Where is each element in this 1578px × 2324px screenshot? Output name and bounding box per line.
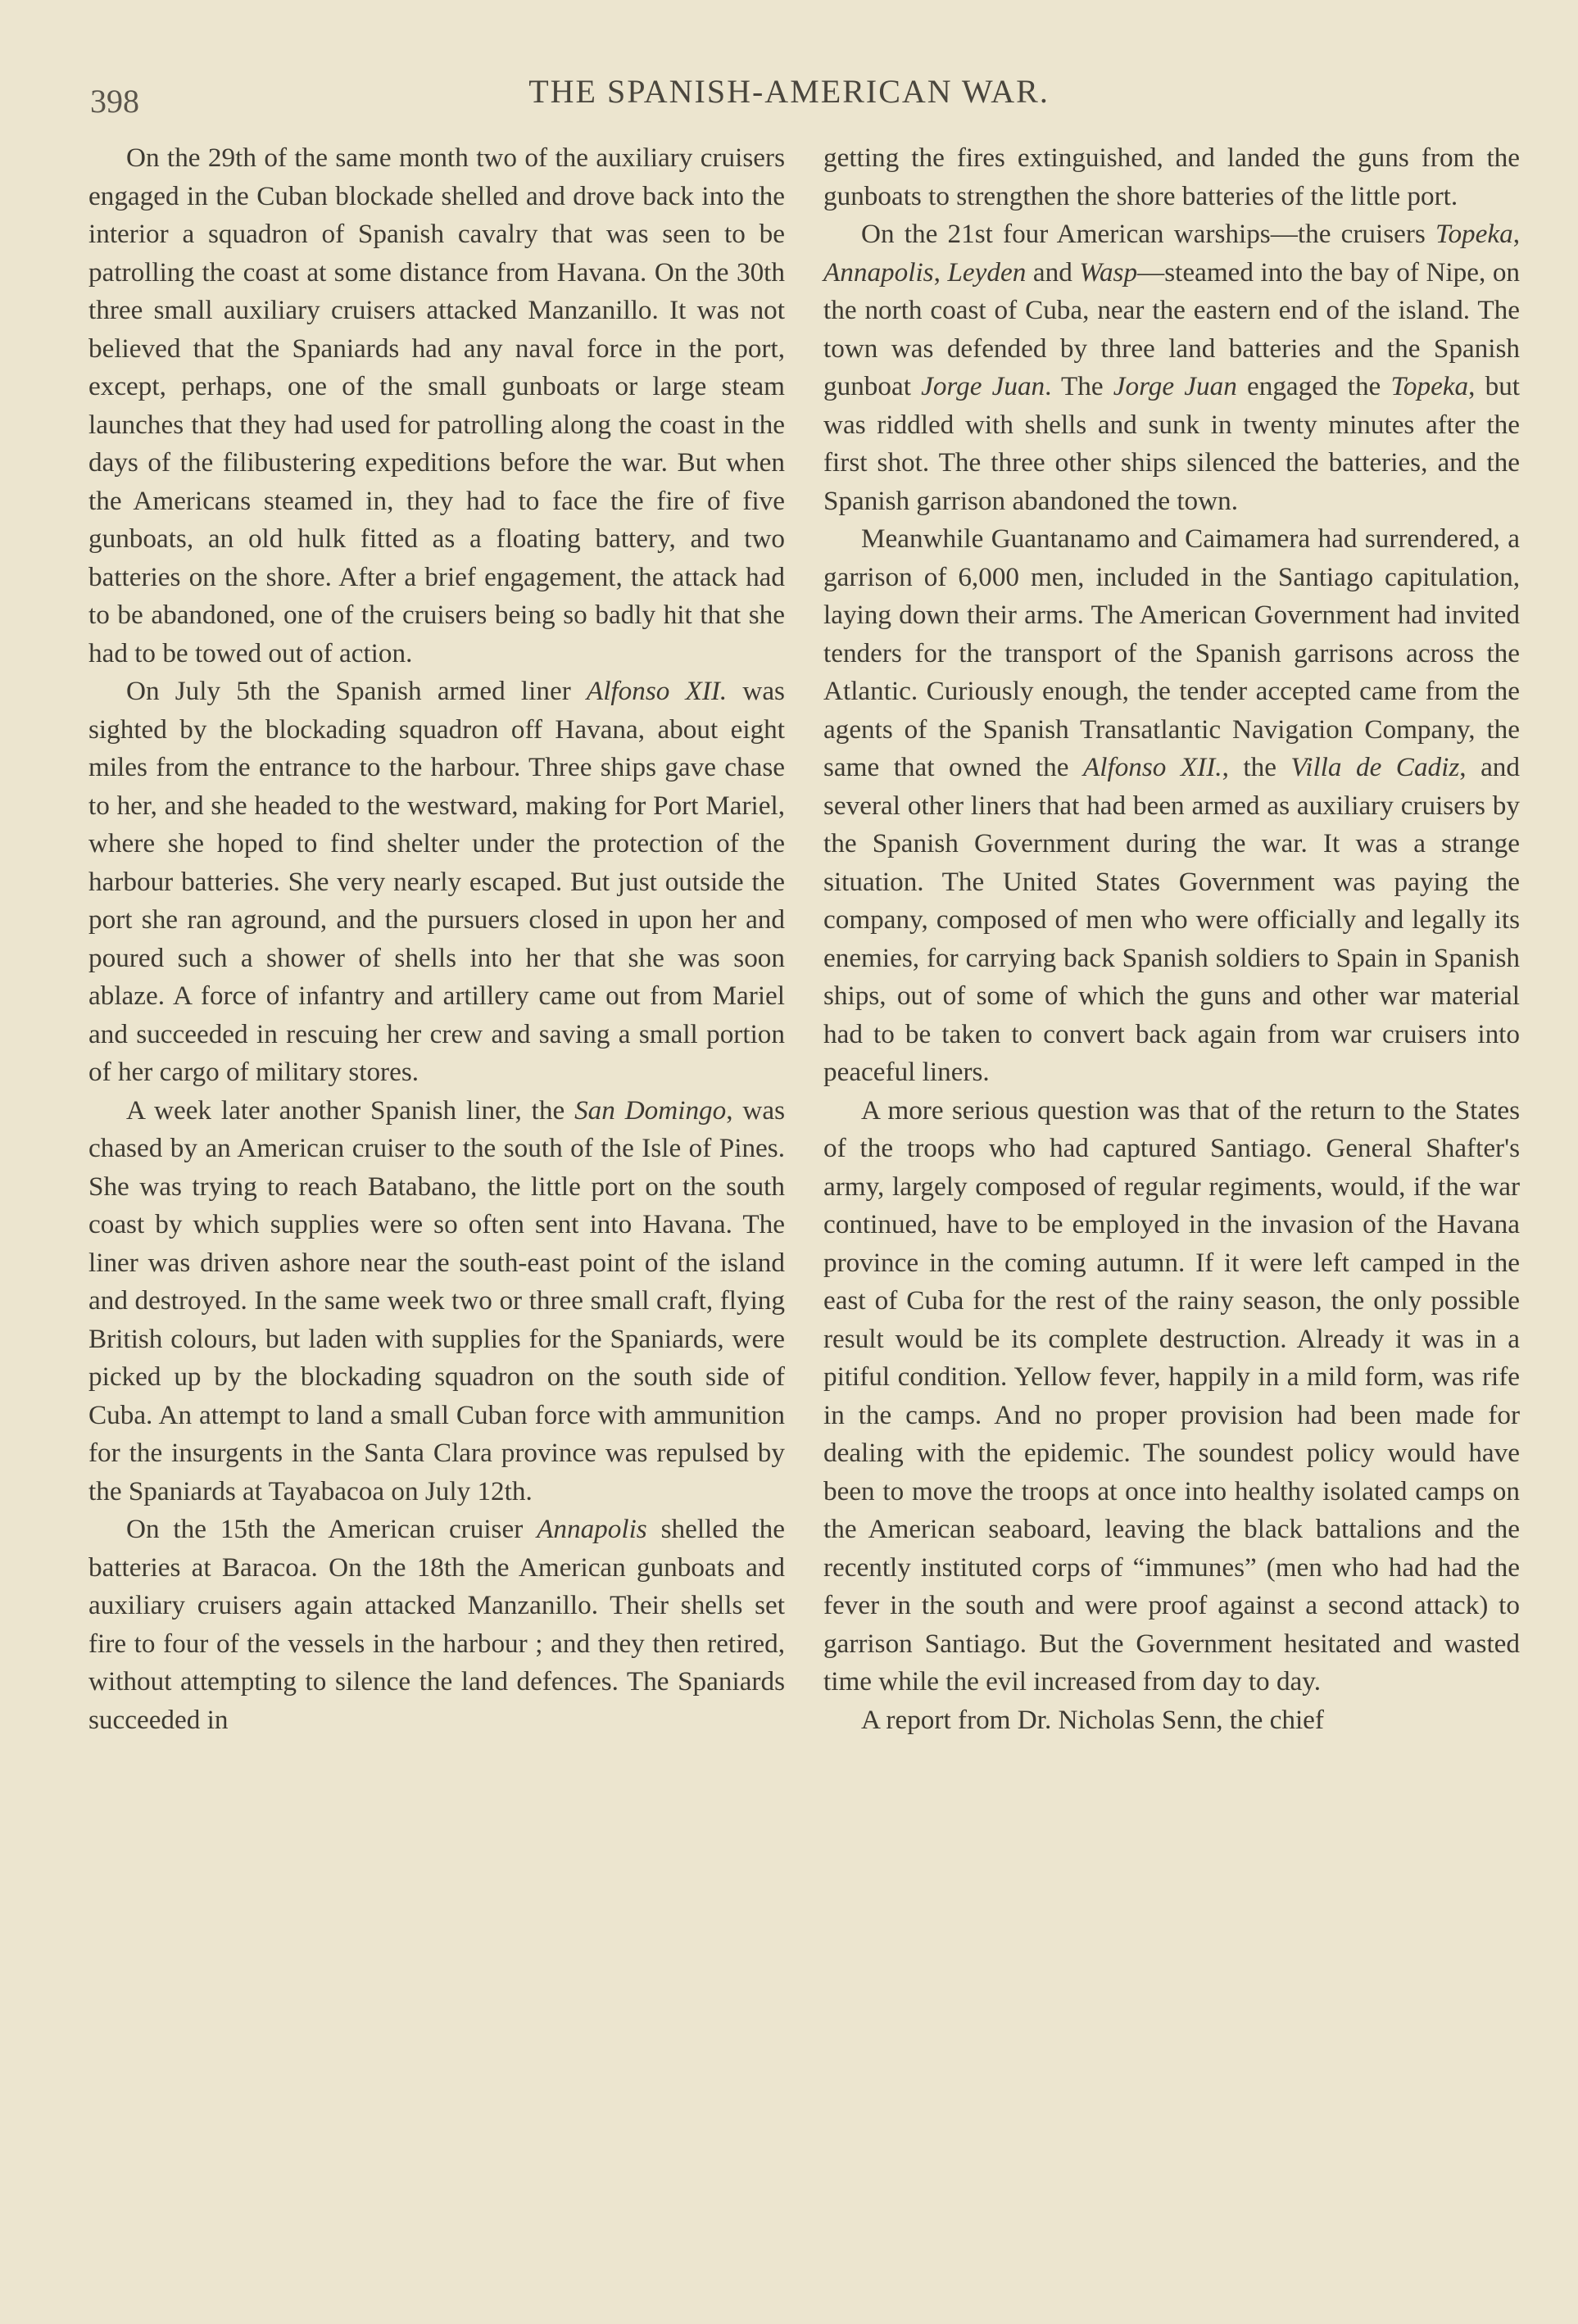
italic-ship-name: Topeka (1390, 371, 1469, 401)
paragraph (823, 139, 1520, 215)
page-number: 398 (90, 83, 139, 120)
running-title: THE SPANISH-AMERICAN WAR. (528, 73, 1050, 110)
text-run: getting the fires extinguished, and landed the guns from the gunboats to strengthen the shore batteries of the little port. (823, 143, 1520, 211)
paragraph (88, 139, 785, 673)
right-text-column (823, 139, 1520, 1739)
italic-ship-name: Leyden (947, 256, 1027, 288)
text-run: and (1026, 256, 1080, 288)
paragraph (823, 1701, 1520, 1740)
paragraph (823, 520, 1520, 1092)
text-run: On the 15th the American cruiser (126, 1514, 537, 1544)
italic-ship-name: Wasp (1079, 256, 1138, 288)
text-run: On July 5th the Spanish armed liner (126, 676, 587, 706)
left-text-column (88, 139, 785, 1739)
text-run: . The (1045, 371, 1113, 401)
text-run: , the (1222, 752, 1291, 782)
paragraph (823, 1092, 1520, 1701)
text-run: , but was riddled with shells and sunk in twenty minutes after the first shot. The three other ships silenced the batteries, and the Spanish garrison abandoned the town. (823, 371, 1521, 516)
text-run: was sighted by the blockading squadron off Havana, about eight miles from the entrance to the harbour. Three ships gave chase to her, and she headed to the westward, making for Port Mariel, where she hoped to find shelter under the protection of the harbour batteries. She very nearly escaped. But just outside the port she ran aground, and the pursuers closed in upon her and poured such a shower of shells into her that she was soon ablaze. A force of infantry and artillery came out from Mariel and succeeded in rescuing her crew and saving a small portion of her cargo of military stores. (88, 676, 785, 1087)
text-run: engaged the (1236, 371, 1391, 401)
text-run: On the 21st four American warships—the cruisers (861, 219, 1436, 249)
text-run: , (1512, 219, 1520, 249)
text-run: shelled the batteries at Baracoa. On the 18th the American gunboats and auxiliary cruisers again attacked Manzanillo. Their shells set fire to four of the vessels in the harbour ; and they then retired, without attempting to silence the land defences. The Spaniards succeeded in (88, 1514, 785, 1735)
text-run: A week later another Spanish liner, the (126, 1094, 575, 1126)
italic-ship-name: Annapolis (537, 1514, 647, 1544)
paragraph (88, 1092, 785, 1511)
text-run: A more serious question was that of the return to the States of the troops who had captured Santiago. General Shafter's army, largely composed of regular regiments, would, if the war continued, have to be employed in the invasion of the Havana province in the coming autumn. If it were left camped in the east of Cuba for the rest of the rainy season, the only possible result would be its complete destruction. Already it was in a pitiful condition. Yellow fever, happily in a mild form, was rife in the camps. And no proper provision had been made for dealing with the epidemic. The soundest policy would have been to move the troops at once into healthy isolated camps on the American seaboard, leaving the black battalions and the recently instituted corps of “immunes” (men who had had the fever in the south and were proof against a second attack) to garrison Santiago. But the Government hesitated and wasted time while the evil increased from day to day. (823, 1094, 1520, 1697)
italic-ship-name: San Domingo (574, 1094, 727, 1126)
text-run: Meanwhile Guantanamo and Caimamera had surrendered, a garrison of 6,000 men, included in the Santiago capitulation, laying down their arms. The American Government had invited tenders for the transport of the Spanish garrisons across the Atlantic. Curiously enough, the tender accepted came from the agents of the Spanish Transatlantic Navigation Company, the same that owned the (823, 523, 1520, 782)
text-run: On the 29th of the same month two of the auxiliary cruisers engaged in the Cuban blockade shelled and drove back into the interior a squadron of Spanish cavalry that was seen to be patrolling the coast at some distance from Havana. On the 30th three small auxiliary cruisers attacked Manzanillo. It was not believed that the Spaniards had any naval force in the port, except, perhaps, one of the small gunboats or large steam launches that they had used for patrolling along the coast in the days of the filibustering expeditions before the war. But when the Americans steamed in, they had to face the fire of five gunboats, an old hulk fitted as a floating battery, and two batteries on the shore. After a brief engagement, the attack had to be abandoned, one of the cruisers being so badly hit that she had to be towed out of action. (88, 143, 785, 668)
italic-ship-name: Annapolis (823, 256, 934, 288)
italic-ship-name: Alfonso XII. (1082, 752, 1222, 782)
italic-ship-name: Topeka (1435, 219, 1513, 249)
italic-ship-name: Villa de Cadiz (1290, 752, 1460, 782)
text-run: , was chased by an American cruiser to the south of the Isle of Pines. She was trying to reach Batabano, the little port on the south coast by which supplies were so often sent into Havana. The liner was driven ashore near the south-east point of the island and destroyed. In the same week two or three small craft, flying British colours, but laden with supplies for the Spaniards, were picked up by the blockading squadron on the south side of Cuba. An attempt to land a small Cuban force with ammunition for the insurgents in the Santa Clara province was repulsed by the Spaniards at Tayabacoa on July 12th. (88, 1094, 785, 1506)
paragraph (88, 1511, 785, 1739)
paragraph (823, 215, 1520, 520)
italic-ship-name: Jorge Juan (1113, 371, 1237, 401)
text-run: A report from Dr. Nicholas Senn, the chief (861, 1704, 1324, 1735)
text-run: —steamed into the bay of Nipe, on the north coast of Cuba, near the eastern end of the island. The town was defended by three land batteries and the Spanish gunboat (823, 256, 1521, 401)
text-run: , and several other liners that had been armed as auxiliary cruisers by the Spanish Government during the war. It was a strange situation. The United States Government was paying the company, composed of men who were officially and legally its enemies, for carrying back Spanish soldiers to Spain in Spanish ships, out of some of which the guns and other war material had to be taken to convert back again from war cruisers into peaceful liners. (823, 752, 1520, 1087)
italic-ship-name: Jorge Juan (921, 371, 1045, 401)
text-run: , (933, 256, 948, 288)
italic-ship-name: Alfonso XII. (586, 676, 728, 706)
paragraph (88, 673, 785, 1092)
